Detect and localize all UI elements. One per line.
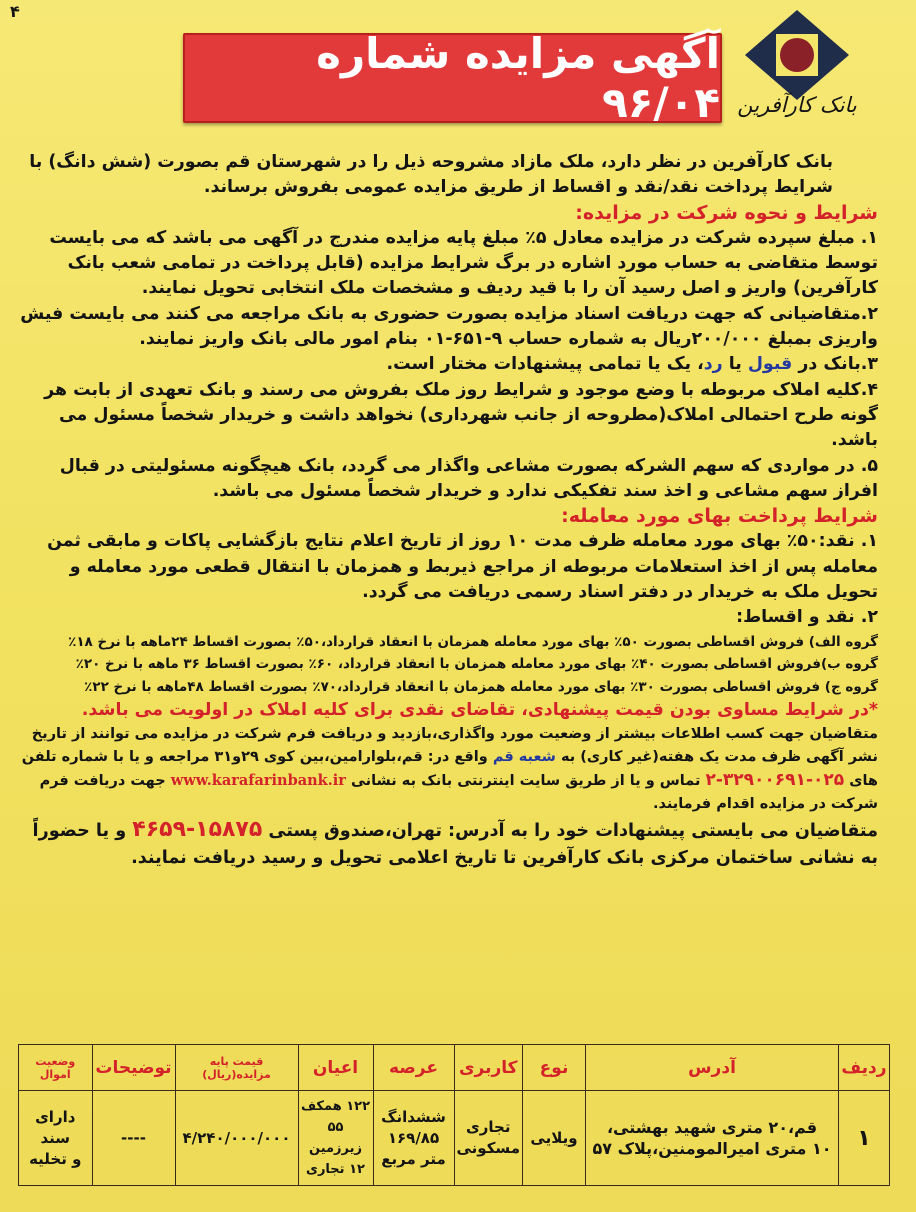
cell-base-price: ۴/۲۴۰/۰۰۰/۰۰۰ xyxy=(175,1091,298,1186)
contact-paragraph xyxy=(20,723,878,816)
or-word: یا xyxy=(722,354,748,375)
bank-logo-icon xyxy=(732,2,862,148)
building-line-2: ۵۵ زیرزمین xyxy=(309,1120,362,1156)
group-b: گروه ب)فروش اقساطی بصورت ۴۰٪ بهای مورد معامله همزمان با انعقاد قرارداد، ۶۰٪ بصورت اقساط ۳۶ ماهه با نرخ ۲۰٪ xyxy=(75,656,878,673)
contact-line-2-end: واقع در: قم،بلوارامین،بین کوی ۲۹و۳۱ مراجعه و یا با شماره تلفن های xyxy=(21,749,878,790)
group-a: گروه الف) فروش اقساطی بصورت ۵۰٪ بهای مورد معامله همزمان با انعقاد قرارداد،۵۰٪ بصورت اقساط ۲۴ماهه با نرخ ۱۸٪ xyxy=(68,633,878,650)
cell-land xyxy=(373,1091,454,1186)
ad-body xyxy=(20,150,878,872)
bank-website-link[interactable]: www.karafarinbank.ir xyxy=(170,772,346,790)
branch-name: شعبه قم xyxy=(492,749,556,766)
condition-5: ۵. در مواردی که سهم الشرکه بصورت مشاعی واگذار می گردد، بانک هیچگونه مسئولیتی در قبال افراز سهم مشاعی و اخذ سند تفکیکی ندارد و خریدار شخصاً مسئول می باشد. xyxy=(59,455,878,501)
cell-type: ویلایی xyxy=(523,1091,586,1186)
cell-row: ۱ xyxy=(839,1091,890,1186)
property-table xyxy=(18,1044,890,1186)
table-row xyxy=(19,1091,890,1186)
cell-address xyxy=(586,1091,839,1186)
ad-title-banner xyxy=(183,29,722,127)
col-notes: توضیحات xyxy=(92,1045,175,1091)
condition-3-end: ، یک یا تمامی پیشنهادات مختار است. xyxy=(386,354,704,375)
phone-number: ۰۲۵-۳۲۹۰۰۶۹۱-۲ xyxy=(705,770,845,791)
submission-end: و یا حضوراً به نشانی ساختمان مرکزی بانک کارآفرین تا تاریخ اعلامی تحویل و رسید دریافت نمایند. xyxy=(32,821,878,869)
page-number: ۴ xyxy=(10,2,20,21)
land-line-2: ۱۶۹/۸۵ xyxy=(387,1128,440,1147)
submission-paragraph xyxy=(20,816,878,872)
contact-line-3-end: جهت دریافت فرم شرکت در مزایده اقدام فرمایند. xyxy=(39,773,878,813)
condition-3 xyxy=(20,352,878,377)
land-line-1: ششدانگ xyxy=(381,1107,446,1126)
condition-1: ۱. مبلغ سپرده شرکت در مزایده معادل ۵٪ مبلغ پایه مزایده مندرج در آگهی می باشد که می بایست توسط متقاضی به حساب مورد اشاره در برگ شرایط مزایده (قابل پرداخت در تمامی شعب بانک کارآفرین) واریز و اصل رسید آن را با قید ردیف و مشخصات ملک انتخابی تحویل نمایند. xyxy=(49,227,878,299)
bank-name-logotype: بانک کارآفرین xyxy=(737,93,857,117)
submission-start: متقاضیان می بایستی پیشنهادات خود را به آدرس: تهران،صندوق پستی xyxy=(262,821,878,842)
col-type: نوع xyxy=(523,1045,586,1091)
payment-cash: ۱. نقد:۵۰٪ بهای مورد معامله ظرف مدت ۱۰ روز از تاریخ اعلام نتایج بازگشایی پاکات و مابقی ثمن معامله پس از اخذ استعلامات مربوطه از مراجع ذیربط و همزمان با انتقال قطعی مورد معامله و تحویل ملک به خریدار در دفتر اسناد رسمی دریافت می گردد. xyxy=(47,531,878,603)
building-line-3: ۱۲ تجاری xyxy=(306,1162,365,1177)
payment-installments: ۲. نقد و اقساط: xyxy=(736,607,878,628)
cell-notes: ---- xyxy=(92,1091,175,1186)
accept-word: قبول xyxy=(747,354,793,375)
col-status: وضعیت اموال xyxy=(19,1045,93,1091)
status-line-1: دارای سند xyxy=(35,1107,76,1147)
table-header-row xyxy=(19,1045,890,1091)
address-line-1: قم،۲۰ متری شهید بهشتی، xyxy=(606,1118,818,1137)
contact-line-1: متقاضیان جهت کسب اطلاعات بیشتر از وضعیت مورد واگذاری،بازدید و دریافت فرم شرکت در مزایده می توانند از تاریخ نشر xyxy=(31,726,878,766)
postal-box-number: ۱۵۸۷۵-۴۶۵۹ xyxy=(132,817,263,843)
building-line-1: ۱۲۲ همکف xyxy=(300,1099,371,1114)
condition-2: ۲.متقاضیانی که جهت دریافت اسناد مزایده بصورت حضوری به بانک مراجعه می کنند می بایست فیش واریزی بمبلغ ۲۰۰/۰۰۰ریال به شماره حساب ۹-۶۵۱-۰۱ بنام امور مالی بانک واریز نمایند. xyxy=(20,303,878,350)
contact-line-2-start: آگهی ظرف مدت یک هفته(غیر کاری) به xyxy=(555,749,844,766)
usage-line-1: تجاری xyxy=(466,1118,511,1136)
col-row: ردیف xyxy=(839,1045,890,1091)
conditions-heading: شرایط و نحوه شرکت در مزایده: xyxy=(575,201,878,224)
col-building: اعیان xyxy=(298,1045,373,1091)
col-base-price: قیمت پایه مزایده(ریال) xyxy=(175,1045,298,1091)
address-line-2: ۱۰ متری امیرالمومنین،پلاک ۵۷ xyxy=(592,1139,832,1158)
contact-line-3-mid: تماس و یا از طریق سایت اینترنتی بانک به نشانی xyxy=(345,773,706,790)
payment-heading: شرایط پرداخت بهای مورد معامله: xyxy=(561,505,878,528)
cell-status xyxy=(19,1091,93,1186)
land-line-3: متر مربع xyxy=(381,1149,446,1168)
status-line-2: و تخلیه xyxy=(29,1149,82,1168)
priority-note: *در شرایط مساوی بودن قیمت پیشنهادی، تقاضای نقدی برای کلیه املاک در اولویت می باشد. xyxy=(81,700,878,721)
reject-word: رد xyxy=(703,354,723,375)
col-usage: کاربری xyxy=(454,1045,523,1091)
cell-usage xyxy=(454,1091,523,1186)
group-c: گروه ج) فروش اقساطی بصورت ۳۰٪ بهای مورد معامله همزمان با انعقاد قرارداد،۷۰٪ بصورت اقساط ۴۸ماهه با نرخ ۲۲٪ xyxy=(84,678,878,695)
condition-4: ۴.کلیه املاک مربوطه با وضع موجود و شرایط روز ملک بفروش می رسند و بانک تعهدی از بابت هر گونه طرح احتمالی املاک(مطروحه از جانب شهرداری) نخواهد داشت و خریدار شخصاً مسئول می باشد. xyxy=(44,379,878,451)
intro-paragraph: بانک کارآفرین در نظر دارد، ملک مازاد مشروحه ذیل را در شهرستان قم بصورت (شش دانگ) با شرایط پرداخت نقد/نقد و اقساط از طریق مزایده عمومی بفروش برساند. xyxy=(29,152,833,198)
cell-building xyxy=(298,1091,373,1186)
usage-line-2: مسکونی xyxy=(456,1139,520,1157)
ad-title: آگهی مزایده شماره ۹۶/۰۴ xyxy=(316,29,720,127)
condition-3-start: ۳.بانک در xyxy=(792,354,878,375)
col-land: عرصه xyxy=(373,1045,454,1091)
col-address: آدرس xyxy=(586,1045,839,1091)
